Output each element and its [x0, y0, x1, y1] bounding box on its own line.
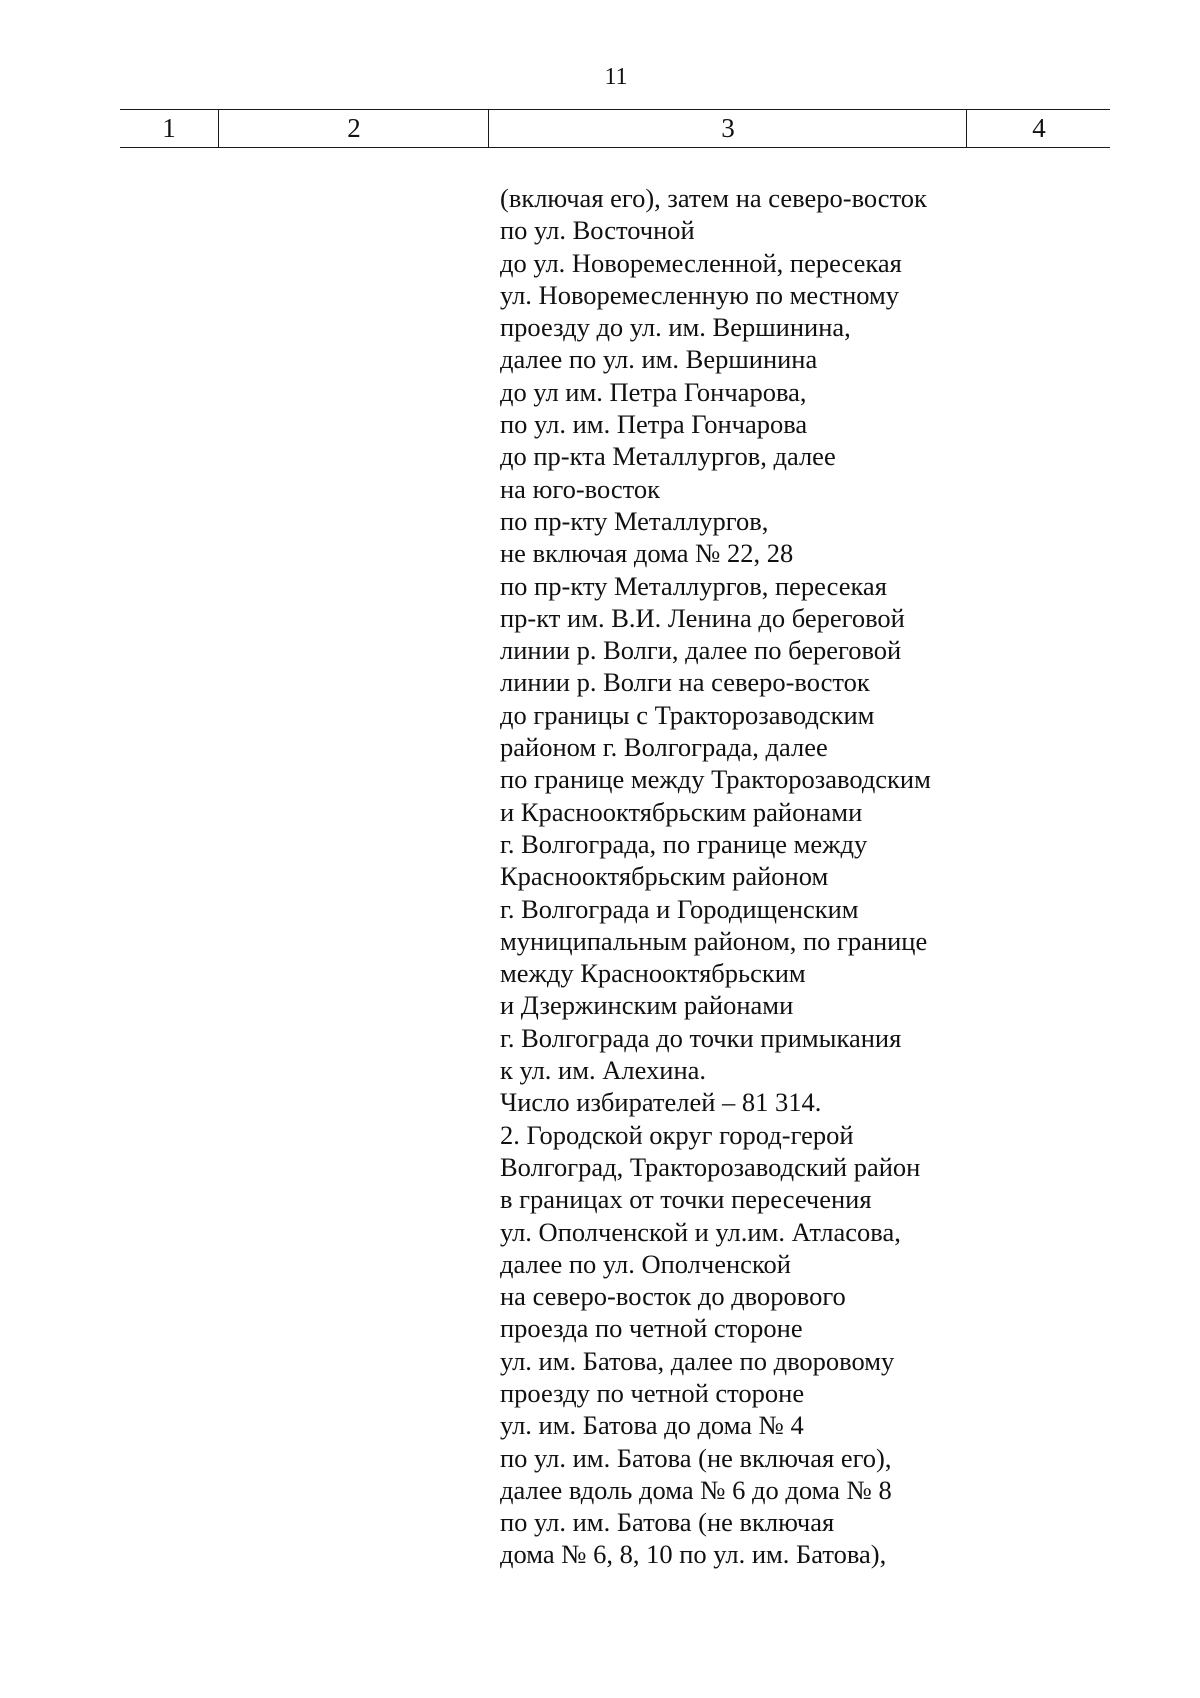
text-line: по пр-кту Металлургов,	[500, 505, 769, 536]
page-number: 11	[604, 64, 628, 90]
text-line: г. Волгограда, по границе между	[500, 828, 868, 859]
text-line: Волгоград, Тракторозаводский район	[500, 1151, 921, 1182]
text-line: проезду по четной стороне	[500, 1377, 805, 1408]
text-line: не включая дома № 22, 28	[500, 538, 794, 569]
text-line: пр-кт им. В.И. Ленина до береговой	[500, 602, 905, 633]
text-line: линии р. Волги, далее по береговой	[500, 635, 902, 666]
text-line: далее по ул. Ополченской	[500, 1248, 791, 1279]
text-line: по границе между Тракторозаводским	[500, 764, 931, 795]
text-line: на северо-восток до дворового	[500, 1281, 846, 1312]
text-line: по пр-кту Металлургов, пересекая	[500, 570, 887, 601]
text-line: по ул. им. Батова (не включая его),	[500, 1442, 892, 1473]
text-line: далее по ул. им. Вершинина	[500, 344, 818, 375]
text-line: ул. им. Батова, далее по дворовому	[500, 1345, 895, 1376]
text-line: до ул им. Петра Гончарова,	[500, 376, 807, 407]
column-3-text	[500, 182, 1000, 1571]
text-line: и Краснооктябрьским районами	[500, 796, 863, 827]
text-line: по ул. им. Петра Гончарова	[500, 409, 808, 440]
text-line: (включая его), затем на северо-восток	[500, 183, 927, 213]
text-line: ул. Ополченской и ул.им. Атласова,	[500, 1216, 901, 1247]
text-line: проезду до ул. им. Вершинина,	[500, 312, 851, 343]
text-line: по ул. им. Батова (не включая	[500, 1507, 835, 1538]
text-line: районом г. Волгограда, далее	[500, 732, 828, 763]
text-line: далее вдоль дома № 6 до дома № 8	[500, 1474, 892, 1505]
text-line: до границы с Тракторозаводским	[500, 699, 875, 730]
text-line: на юго-восток	[500, 473, 661, 504]
text-line: ул. Новоремесленную по местному	[500, 279, 900, 310]
text-line: до пр-кта Металлургов, далее	[500, 441, 836, 472]
text-line: г. Волгограда и Городищенским	[500, 893, 859, 924]
text-line: проезда по четной стороне	[500, 1313, 803, 1344]
text-line: и Дзержинским районами	[500, 990, 794, 1021]
text-line: к ул. им. Алехина.	[500, 1055, 707, 1086]
table-header	[120, 109, 1110, 148]
text-line: дома № 6, 8, 10 по ул. им. Батова),	[500, 1539, 887, 1570]
text-line: 2. Городской округ город-герой	[500, 1119, 854, 1150]
column-header-3: 3	[488, 110, 967, 147]
column-header-1: 1	[162, 113, 176, 143]
text-line: г. Волгограда до точки примыкания	[500, 1022, 902, 1053]
text-line: ул. им. Батова до дома № 4	[500, 1410, 804, 1441]
text-line: до ул. Новоремесленной, пересекая	[500, 247, 902, 278]
text-line: Краснооктябрьским районом	[500, 861, 829, 892]
text-line: Число избирателей – 81 314.	[500, 1087, 822, 1118]
text-line: муниципальным районом, по границе	[500, 925, 928, 956]
text-line: в границах от точки пересечения	[500, 1184, 872, 1215]
text-line: между Краснооктябрьским	[500, 958, 806, 989]
column-header-2: 2	[218, 110, 489, 147]
text-line: по ул. Восточной	[500, 215, 695, 246]
column-header-4: 4	[966, 110, 1111, 147]
text-line: линии р. Волги на северо-восток	[500, 667, 870, 698]
